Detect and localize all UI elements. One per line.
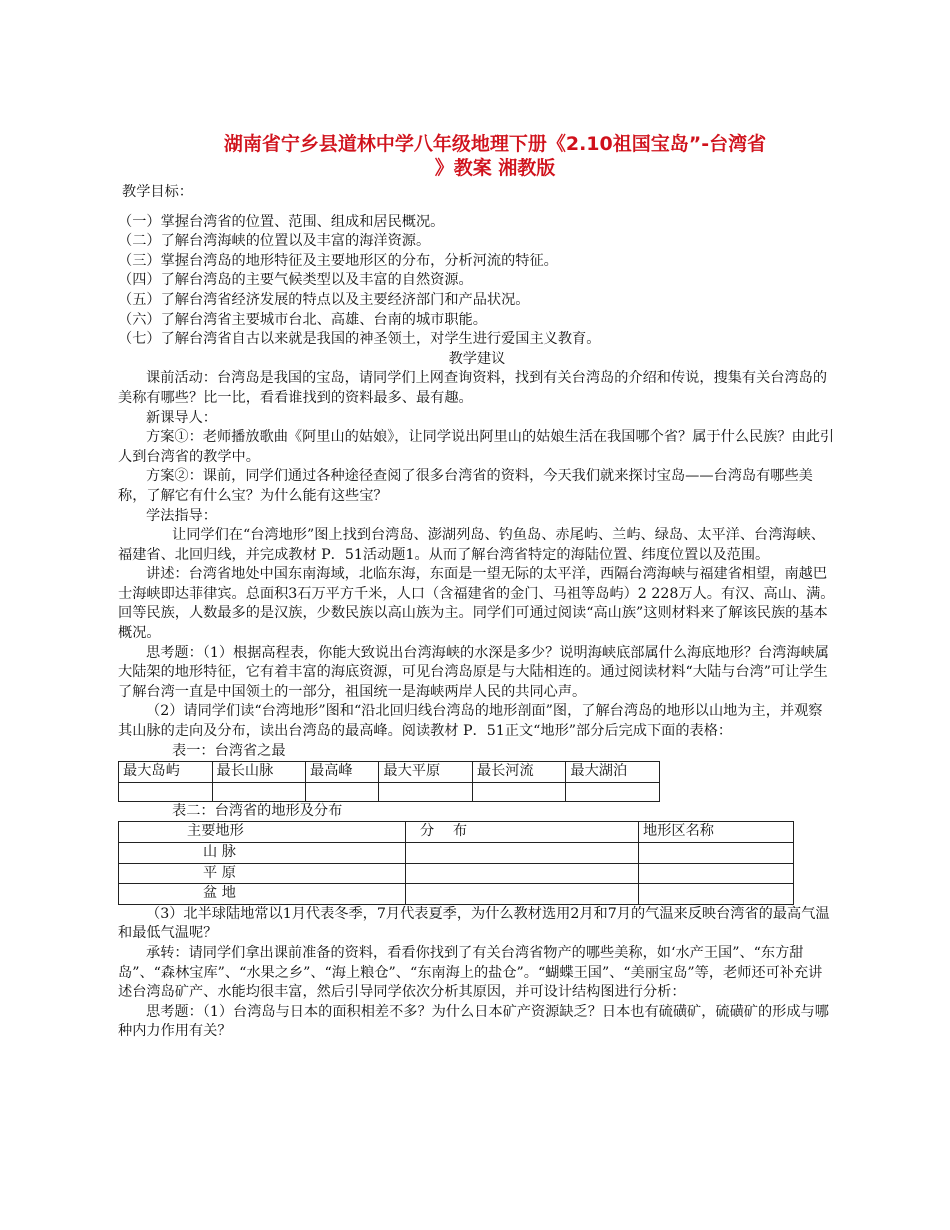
paragraph: 思考题：（1）根据高程表，你能大致说出台湾海峡的水深是多少？说明海峡底部属什么海底地形？台湾海峡属大陆架的地形特征，它有着丰富的海底资源，可见台湾岛原是与大陆相连的。通过阅读材料“大陆与台湾”可让学生了解台湾一直是中国领土的一部分，祖国统一是海峡两岸人民的共同心声。 [118, 644, 829, 700]
paragraph: 讲述：台湾省地处中国东南海域，北临东海，东面是一望无际的太平洋，西隔台湾海峡与福建省相望，南越巴士海峡即达菲律宾。总面积3石万平方千米，人口（含福建省的金门、马祖等岛屿）2 228万人。有汉、高山、满。回等民族，人数最多的是汉族，少数民族以高山族为主。同学们可通过阅读“高山族”这则材料来了解该民族的基本概况。 [118, 566, 835, 642]
objective-item: （五）了解台湾省经济发展的特点以及主要经济部门和产品状况。 [118, 291, 530, 308]
table-row-label: 盆 地 [119, 884, 406, 905]
table-taiwan-records [118, 761, 660, 802]
paragraph: 新课导人： [146, 409, 217, 426]
table-cell [639, 863, 794, 884]
table-row-label: 山 脉 [119, 843, 406, 864]
objective-item: （三）掌握台湾岛的地形特征及主要地形区的分布，分析河流的特征。 [118, 252, 558, 269]
paragraph: 思考题：（1）台湾岛与日本的面积相差不多？为什么日本矿产资源缺乏？日本也有硫磺矿，硫磺矿的形成与哪种内力作用有关？ [118, 1003, 829, 1040]
table-cell [212, 782, 306, 801]
title-line-1: 湖南省宁乡县道林中学八年级地理下册《2.10祖国宝岛”-台湾省 [223, 133, 767, 155]
table-row [119, 782, 660, 801]
paragraph: 承转：请同学们拿出课前准备的资料，看看你找到了有关台湾省物产的哪些美称，如‘水产王国”、“东方甜岛”、“森林宝库”、“水果之乡”、“海上粮仓”、“东南海上的盐仓”。“蝴蝶王国”、“美丽宝岛”等，老师还可补充讲述台湾岛矿产、水能均很丰富，然后引导同学依次分析其原因，并可设计结构图进行分析： [118, 944, 823, 1001]
table-header-cell: 最长山脉 [212, 762, 306, 783]
table-header-cell: 分 布 [406, 822, 639, 843]
objective-item: （二）了解台湾海峡的位置以及丰富的海洋资源。 [118, 233, 431, 250]
table-row [119, 863, 794, 884]
table-header-cell: 最长河流 [472, 762, 566, 783]
table-cell [406, 863, 639, 884]
document-title [120, 132, 870, 180]
table-header-cell: 地形区名称 [639, 822, 794, 843]
paragraph: 课前活动：台湾岛是我国的宝岛，请同学们上网查询资料，找到有关台湾岛的介绍和传说，搜集有关台湾岛的美称有哪些？比一比，看看谁找到的资料最多、最有趣。 [118, 370, 828, 406]
table-taiwan-landforms [118, 821, 794, 904]
suggestion-heading: 教学建议 [448, 350, 506, 367]
table-cell [639, 843, 794, 864]
objectives-heading: 教学目标： [122, 184, 193, 200]
objective-item: （七）了解台湾省自古以来就是我国的神圣领土，对学生进行爱国主义教育。 [118, 331, 601, 348]
objective-item: （一）掌握台湾省的位置、范围、组成和居民概况。 [118, 213, 445, 230]
table2-caption: 表二：台湾省的地形及分布 [172, 802, 343, 819]
objective-item: （六）了解台湾省主要城市台北、高雄、台南的城市职能。 [118, 311, 487, 328]
table-row [119, 762, 660, 783]
document-body [118, 183, 836, 1042]
paragraph: （3）北半球陆地常以1月代表冬季，7月代表夏季，为什么教材选用2月和7月的气温来反映台湾省的最高气温和最低气温呢？ [118, 905, 830, 942]
table-cell [306, 782, 379, 801]
table-cell [406, 843, 639, 864]
table1-caption: 表一：台湾省之最 [172, 742, 286, 759]
table-header-cell: 最高峰 [306, 762, 379, 783]
objective-item: （四）了解台湾岛的主要气候类型以及丰富的自然资源。 [118, 272, 473, 289]
table-cell [119, 782, 213, 801]
paragraph: 方案②：课前，同学们通过各种途径查阅了很多台湾省的资料，今天我们就来探讨宝岛——台湾岛有哪些美称，了解它有什么宝？为什么能有这些宝？ [118, 468, 813, 504]
table-header-cell: 最大岛屿 [119, 762, 213, 783]
paragraph-question-2: （2）请同学们读“台湾地形”图和“沿北回归线台湾岛的地形剖面”图，了解台湾岛的地形以山地为主，并观察其山脉的走向及分布，读出台湾岛的最高峰。阅读教材 P．51正文“地形”部分后完成下面的表格： [118, 703, 823, 740]
table-cell [639, 884, 794, 905]
paragraph-guide: 让同学们在“台湾地形”图上找到台湾岛、澎湖列岛、钓鱼岛、赤尾屿、兰屿、绿岛、太平洋、台湾海峡、福建省、北回归线，并完成教材 P．51活动题1。从而了解台湾省特定的海陆位置、纬度位置以及范围。 [118, 527, 825, 563]
table-cell [379, 782, 473, 801]
table-row [119, 822, 794, 843]
table-header-cell: 最大湖泊 [566, 762, 660, 783]
paragraph: 学法指导： [146, 507, 217, 524]
table-header-cell: 最大平原 [379, 762, 473, 783]
table-row [119, 884, 794, 905]
table-header-cell: 主要地形 [119, 822, 406, 843]
table-cell [406, 884, 639, 905]
paragraph: 方案①：老师播放歌曲《阿里山的姑娘》，让同学说出阿里山的姑娘生活在我国哪个省？属于什么民族？由此引人到台湾省的教学中。 [118, 429, 835, 465]
table-cell [566, 782, 660, 801]
title-line-2: 》教案 湘教版 [434, 157, 556, 179]
table-row-label: 平 原 [119, 863, 406, 884]
table-cell [472, 782, 566, 801]
table-row [119, 843, 794, 864]
